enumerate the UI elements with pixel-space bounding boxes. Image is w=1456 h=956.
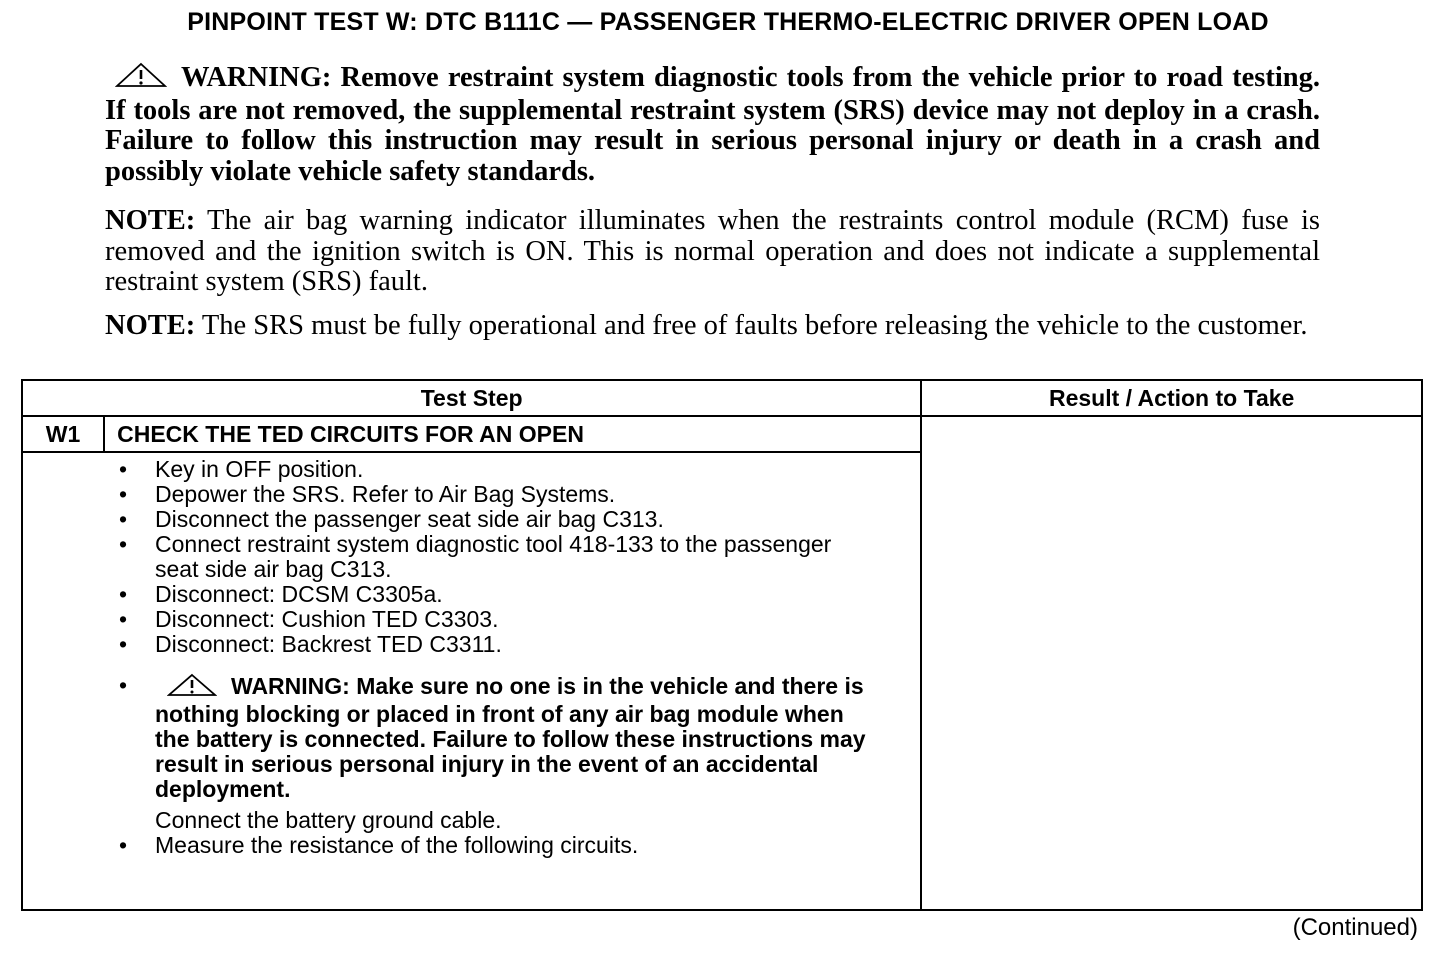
list-item: • Disconnect: DCSM C3305a. xyxy=(23,582,920,607)
note-paragraph-2 xyxy=(105,311,1320,342)
step-title-row xyxy=(22,416,1422,452)
list-item: • Key in OFF position. xyxy=(23,457,920,482)
continued-label: (Continued) xyxy=(1292,914,1418,941)
note-text: The air bag warning indicator illuminates when the restraints control module (RCM) fuse is removed and the ignition switch is ON. This is normal operation and does not indicate a supplemental restraint system (SRS) fault. xyxy=(105,205,1320,297)
list-item: • Depower the SRS. Refer to Air Bag Systems. xyxy=(23,482,920,507)
step-bullet-list xyxy=(23,457,920,858)
warning-triangle-icon xyxy=(167,673,217,702)
step-id: W1 xyxy=(22,416,104,452)
header-result: Result / Action to Take xyxy=(921,380,1422,416)
pinpoint-test-table xyxy=(21,379,1423,911)
step-warning-text: WARNING: Make sure no one is in the vehicle and there is nothing blocking or placed in front of any air bag module when the battery is connected. Failure to follow these instructions may result in serious personal injury in the event of an accidental deployment. xyxy=(155,673,866,802)
list-item: • Disconnect the passenger seat side air bag C313. xyxy=(23,507,920,532)
list-item: • Disconnect: Backrest TED C3311. xyxy=(23,632,920,657)
warning-paragraph xyxy=(105,62,1320,187)
result-cell xyxy=(921,416,1422,910)
header-test-step: Test Step xyxy=(22,380,921,416)
list-item-warning xyxy=(23,673,920,833)
table-header-row xyxy=(22,380,1422,416)
step-body xyxy=(22,452,921,910)
note-label: NOTE: xyxy=(105,205,196,236)
note-paragraph-1 xyxy=(105,206,1320,298)
warning-text: WARNING: Remove restraint system diagnostic tools from the vehicle prior to road testing. If tools are not removed, the supplemental restraint system (SRS) device may not deploy in a crash. Failure to follow this instruction may result in serious personal injury or death in a crash and possibly violate vehicle safety standards. xyxy=(105,62,1320,187)
warning-triangle-icon xyxy=(115,62,167,96)
note-label: NOTE: xyxy=(105,310,196,341)
list-item: • Connect restraint system diagnostic tool 418-133 to the passenger seat side air bag C313. xyxy=(23,532,920,582)
step-title: CHECK THE TED CIRCUITS FOR AN OPEN xyxy=(104,416,921,452)
note-text: The SRS must be fully operational and free of faults before releasing the vehicle to the customer. xyxy=(195,310,1308,341)
list-item: • Disconnect: Cushion TED C3303. xyxy=(23,607,920,632)
list-item: • Measure the resistance of the following circuits. xyxy=(23,833,920,858)
page-title: PINPOINT TEST W: DTC B111C — PASSENGER THERMO-ELECTRIC DRIVER OPEN LOAD xyxy=(187,8,1269,36)
step-warning-followup: Connect the battery ground cable. xyxy=(155,807,502,833)
